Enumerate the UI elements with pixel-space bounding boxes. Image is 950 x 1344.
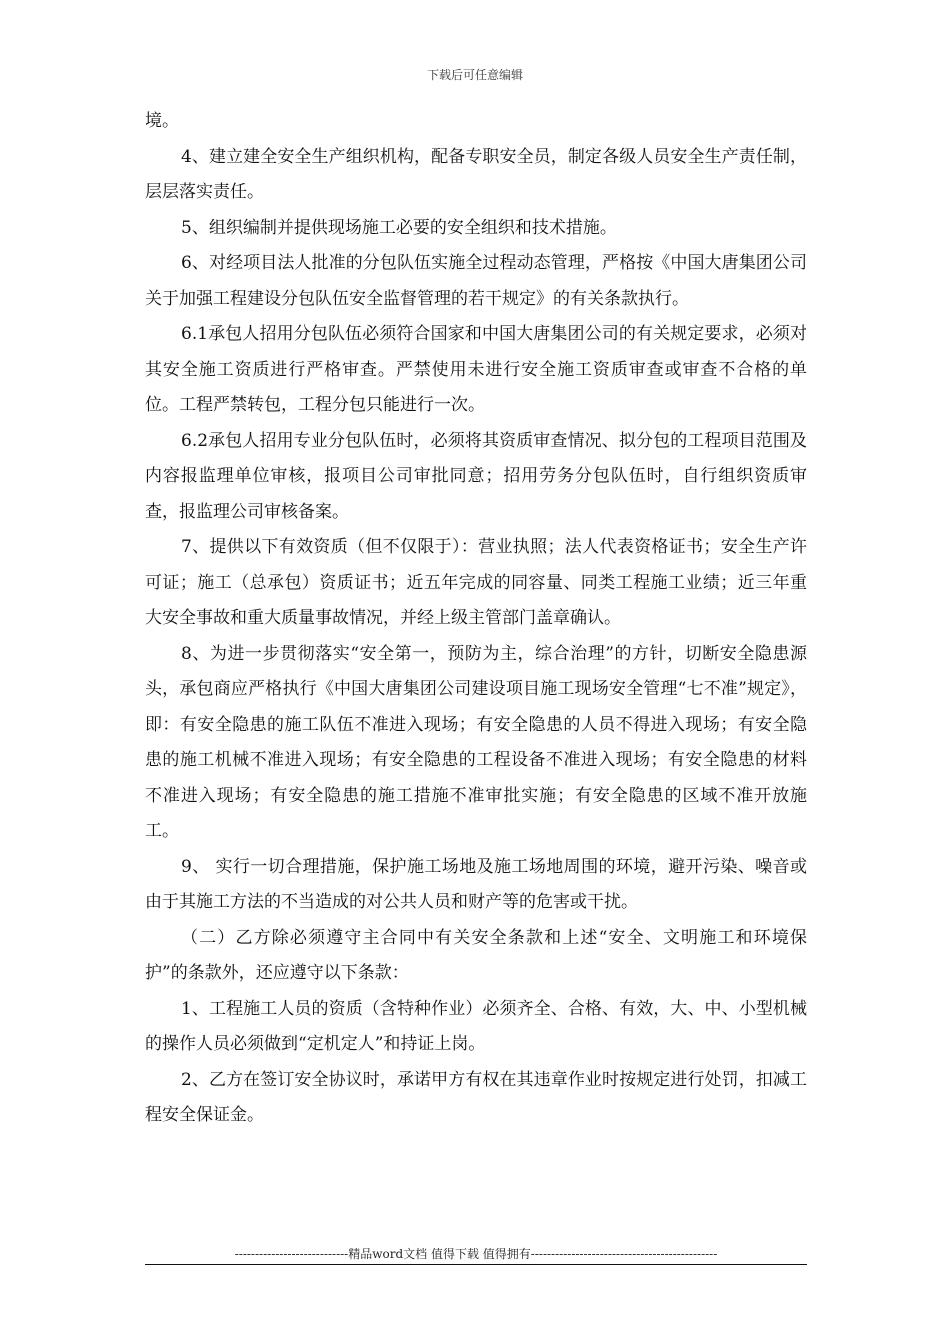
document-body [145, 104, 807, 1134]
paragraph-section-2-item-1: 1、工程施工人员的资质（含特种作业）必须齐全、合格、有效，大、中、小型机械的操作人员必须做到“定机定人”和持证上岗。 [145, 998, 807, 1054]
paragraph-section-2: （二）乙方除必须遵守主合同中有关安全条款和上述“安全、文明施工和环境保护”的条款外，还应遵守以下条款： [145, 927, 807, 983]
paragraph-item-4: 4、建立建全安全生产组织机构，配备专职安全员，制定各级人员安全生产责任制，层层落实责任。 [145, 146, 807, 202]
paragraph-item-8: 8、为进一步贯彻落实“安全第一，预防为主，综合治理”的方针，切断安全隐患源头，承包商应严格执行《中国大唐集团公司建设项目施工现场安全管理“七不准”规定》，即：有安全隐患的施工队伍不准进入现场；有安全隐患的人员不得进入现场；有安全隐患的施工机械不准进入现场；有安全隐患的工程设备不准进入现场；有安全隐患的材料不准进入现场；有安全隐患的施工措施不准审批实施；有安全隐患的区域不准开放施工。 [145, 643, 807, 841]
paragraph-item-9: 9、 实行一切合理措施，保护施工场地及施工场地周围的环境，避开污染、噪音或由于其施工方法的不当造成的对公共人员和财产等的危害或干扰。 [145, 856, 807, 912]
paragraph-section-2-item-2: 2、乙方在签订安全协议时，承诺甲方有权在其违章作业时按规定进行处罚，扣减工程安全保证金。 [145, 1069, 807, 1125]
paragraph-continuation: 境。 [145, 111, 179, 131]
paragraph-item-5: 5、组织编制并提供现场施工必要的安全组织和技术措施。 [181, 217, 617, 238]
paragraph-item-6-1: 6.1承包人招用分包队伍必须符合国家和中国大唐集团公司的有关规定要求，必须对其安全施工资质进行严格审查。严禁使用未进行安全施工资质审查或审查不合格的单位。工程严禁转包，工程分包只能进行一次。 [145, 324, 807, 415]
page-header: 下载后可任意编辑 [426, 68, 523, 82]
paragraph-item-7: 7、提供以下有效资质（但不仅限于）：营业执照；法人代表资格证书；安全生产许可证；施工（总承包）资质证书；近五年完成的同容量、同类工程施工业绩；近三年重大安全事故和重大质量事故情况，并经上级主管部门盖章确认。 [145, 537, 807, 628]
page-footer: ----------------------------精品word文档 值得下载 值得拥有---------------------------------------------- [234, 1247, 718, 1261]
footer-divider [145, 1264, 807, 1265]
paragraph-item-6: 6、对经项目法人批准的分包队伍实施全过程动态管理，严格按《中国大唐集团公司关于加强工程建设分包队伍安全监督管理的若干规定》的有关条款执行。 [145, 253, 807, 309]
paragraph-item-6-2: 6.2承包人招用专业分包队伍时，必须将其资质审查情况、拟分包的工程项目范围及内容报监理单位审核，报项目公司审批同意；招用劳务分包队伍时，自行组织资质审查，报监理公司审核备案。 [145, 430, 807, 522]
